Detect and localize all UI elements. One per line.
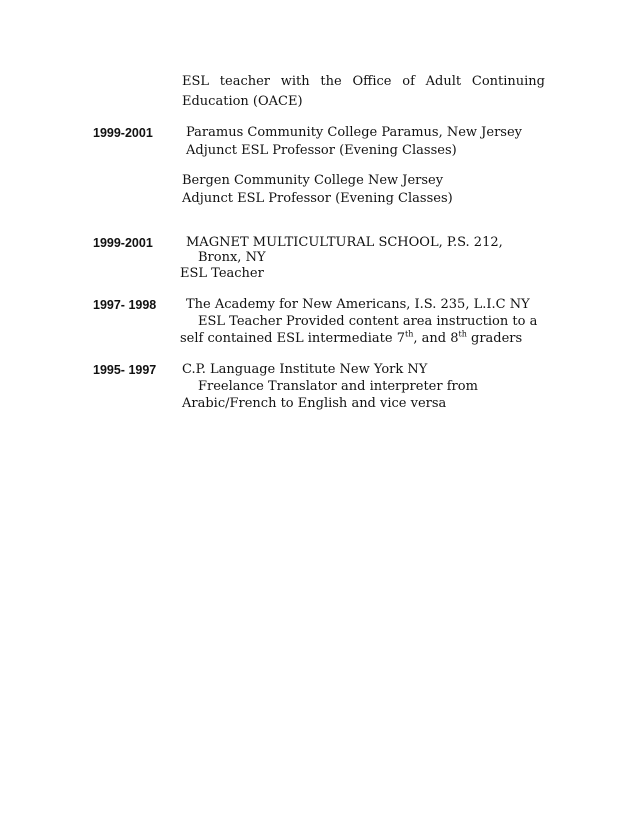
- entry-magnet-line-1: MAGNET MULTICULTURAL SCHOOL, P.S. 212,: [186, 235, 503, 250]
- entry-cpli-line-3: Arabic/French to English and vice versa: [182, 396, 447, 411]
- superscript-th-1: th: [405, 329, 414, 339]
- entry-magnet-date: 1999-2001: [93, 236, 153, 250]
- entry-cpli-line-2: Freelance Translator and interpreter from: [198, 379, 478, 394]
- entry-academy-line-2: ESL Teacher Provided content area instruction to a: [198, 314, 538, 329]
- entry-academy-line-3: [180, 331, 522, 347]
- entry-paramus-line-2: Adjunct ESL Professor (Evening Classes): [186, 143, 457, 158]
- entry-paramus-date: 1999-2001: [93, 126, 153, 140]
- line3-part-b: , and 8: [413, 331, 459, 346]
- entry-oace-line-2: Education (OACE): [182, 94, 303, 109]
- entry-paramus-line-1: Paramus Community College Paramus, New Jersey: [186, 125, 523, 140]
- superscript-th-2: th: [458, 329, 467, 339]
- entry-cpli-line-1: C.P. Language Institute New York NY: [182, 362, 428, 377]
- entry-magnet-line-2: Bronx, NY: [198, 250, 266, 265]
- line3-part-a: self contained ESL intermediate 7: [180, 331, 405, 346]
- entry-cpli-date: 1995- 1997: [93, 363, 157, 377]
- entry-bergen-line-1: Bergen Community College New Jersey: [182, 173, 444, 188]
- entry-oace-line-1: ESL teacher with the Office of Adult Continuing: [182, 74, 545, 89]
- entry-bergen-line-2: Adjunct ESL Professor (Evening Classes): [182, 191, 453, 206]
- entry-magnet-line-3: ESL Teacher: [180, 266, 264, 281]
- entry-academy-line-1: The Academy for New Americans, I.S. 235, L.I.C NY: [186, 297, 530, 312]
- line3-part-c: graders: [466, 331, 523, 346]
- entry-academy-date: 1997- 1998: [93, 298, 157, 312]
